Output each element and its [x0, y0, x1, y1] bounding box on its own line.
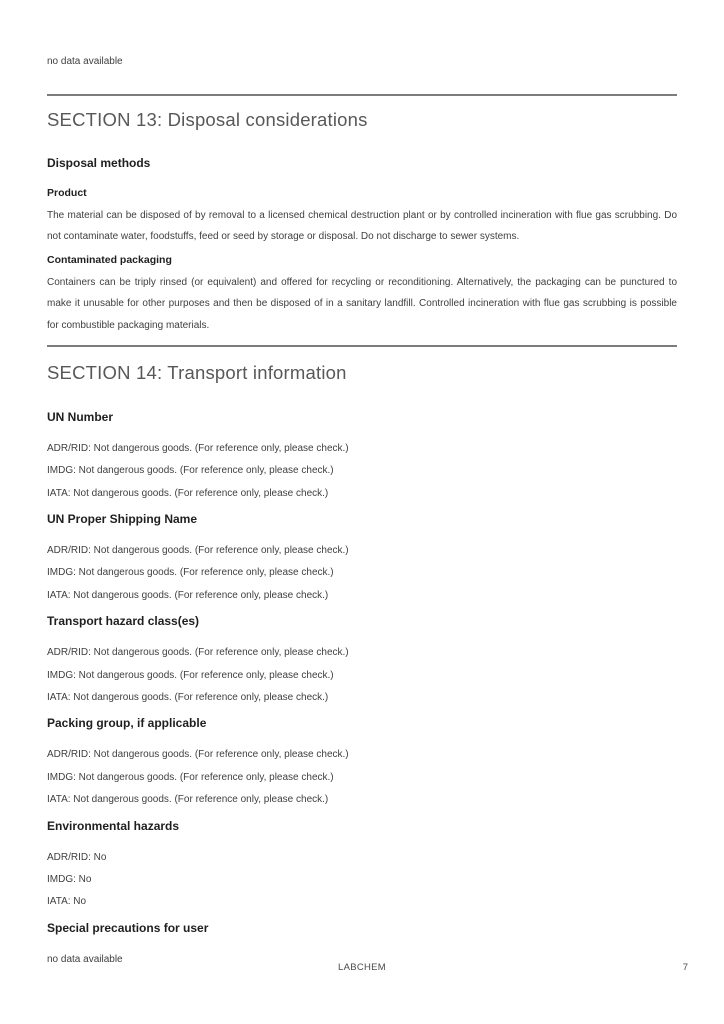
- iata-line: IATA: Not dangerous goods. (For reference only, please check.): [47, 589, 329, 601]
- adr-rid-line: ADR/RID: No: [47, 851, 107, 863]
- iata-line: IATA: Not dangerous goods. (For reference only, please check.): [47, 691, 329, 703]
- product-disposal-text: The material can be disposed of by removal to a licensed chemical destruction plant or by controlled incineration with flue gas scrubbing. Do not contaminate water, foodstuffs, feed or seed by storage or disposal. Do not discharge to sewer systems.: [47, 209, 677, 243]
- adr-rid-line: ADR/RID: Not dangerous goods. (For reference only, please check.): [47, 647, 349, 659]
- environmental-hazards-heading: Environmental hazards: [47, 818, 180, 833]
- section-13-title: SECTION 13: Disposal considerations: [47, 108, 368, 130]
- imdg-line: IMDG: Not dangerous goods. (For reference only, please check.): [47, 669, 334, 681]
- adr-rid-line: ADR/RID: Not dangerous goods. (For reference only, please check.): [47, 544, 349, 556]
- imdg-line: IMDG: Not dangerous goods. (For reference only, please check.): [47, 567, 334, 579]
- section-divider-top: [47, 94, 677, 96]
- page-footer: [0, 962, 724, 976]
- subsection-packing-group: [47, 717, 677, 811]
- footer-company-name: LABCHEM: [337, 962, 387, 973]
- subsection-un-proper-shipping-name: [47, 513, 677, 607]
- transport-hazard-classes-heading: Transport hazard class(es): [47, 614, 200, 629]
- subsection-environmental-hazards: [47, 820, 677, 914]
- subsection-transport-hazard-classes: [47, 615, 677, 709]
- iata-line: IATA: Not dangerous goods. (For reference only, please check.): [47, 487, 329, 499]
- disposal-methods-heading: Disposal methods: [47, 155, 151, 170]
- imdg-line: IMDG: No: [47, 873, 92, 885]
- product-heading: Product: [47, 186, 87, 199]
- un-proper-shipping-name-heading: UN Proper Shipping Name: [47, 511, 198, 526]
- contaminated-packaging-text: Containers can be triply rinsed (or equivalent) and offered for recycling or reconditioning. Alternatively, the packaging can be punctured to make it unusable for other purposes and then be disposed of in a sanitary landfill. Controlled incineration with flue gas scrubbing is possible for combustible packaging materials.: [47, 276, 677, 331]
- section-14-title: SECTION 14: Transport information: [47, 361, 347, 383]
- adr-rid-line: ADR/RID: Not dangerous goods. (For reference only, please check.): [47, 442, 349, 454]
- special-precautions-heading: Special precautions for user: [47, 920, 209, 935]
- packing-group-heading: Packing group, if applicable: [47, 716, 207, 731]
- iata-line: IATA: No: [47, 896, 87, 908]
- subsection-un-number: [47, 411, 677, 505]
- no-data-line: no data available: [47, 953, 123, 965]
- section-divider-middle: [47, 345, 677, 347]
- adr-rid-line: ADR/RID: Not dangerous goods. (For reference only, please check.): [47, 749, 349, 761]
- imdg-line: IMDG: Not dangerous goods. (For reference only, please check.): [47, 465, 334, 477]
- no-data-note: no data available: [47, 56, 123, 67]
- un-number-heading: UN Number: [47, 409, 114, 424]
- footer-page-number: 7: [682, 962, 688, 973]
- contaminated-packaging-heading: Contaminated packaging: [47, 253, 172, 266]
- iata-line: IATA: Not dangerous goods. (For reference only, please check.): [47, 794, 329, 806]
- imdg-line: IMDG: Not dangerous goods. (For reference only, please check.): [47, 771, 334, 783]
